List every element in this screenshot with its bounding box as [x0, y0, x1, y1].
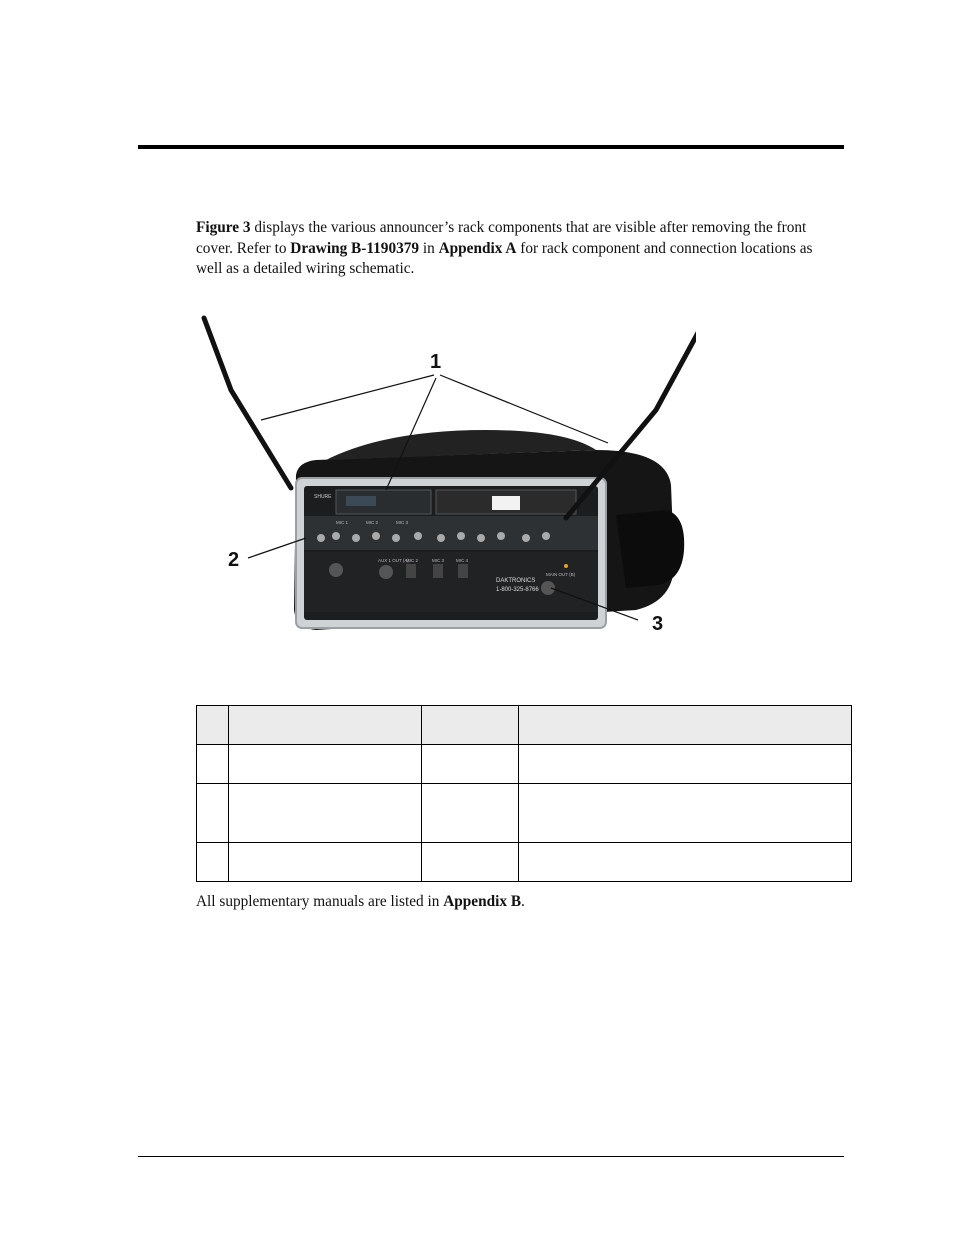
table-cell [229, 843, 422, 882]
left-antenna [204, 318, 291, 488]
mic1-label: MIC 1 [336, 520, 349, 525]
mic2-label: MIC 2 [366, 520, 379, 525]
table-cell [519, 706, 852, 745]
table-cell [422, 706, 519, 745]
main-out-label: MAIN OUT (B) [546, 572, 576, 577]
table-cell [229, 745, 422, 784]
figure-reference: Figure 3 [196, 219, 251, 236]
appendix-b-reference: Appendix B [443, 893, 522, 910]
qr-label [492, 496, 520, 510]
power-led [564, 564, 568, 568]
intro-paragraph [196, 218, 836, 280]
mic3-label: MIC 3 [396, 520, 409, 525]
receiver-display [346, 496, 376, 506]
table-cell [229, 706, 422, 745]
company-label: DAKTRONICS [496, 578, 536, 584]
table-cell [422, 784, 519, 843]
intro-text-3: for rack component and connection locations as well as a detailed wiring schematic. [196, 239, 813, 277]
table-header-row [197, 706, 852, 745]
components-table [196, 705, 852, 882]
aux-label: AUX 1 OUT (A) [378, 558, 409, 563]
note-text: All supplementary manuals are listed in [196, 893, 444, 910]
table-cell [197, 784, 229, 843]
table-cell [519, 784, 852, 843]
callout-2: 2 [228, 549, 240, 571]
table-cell [197, 745, 229, 784]
table-row [197, 784, 852, 843]
rack-figure [196, 310, 696, 650]
table-cell [519, 745, 852, 784]
brand-label: SHURE [314, 494, 332, 500]
table-cell [229, 784, 422, 843]
main-out-connector [541, 581, 555, 595]
table-cell [422, 843, 519, 882]
table-cell [197, 706, 229, 745]
callout-3: 3 [652, 613, 664, 635]
supplementary-note [196, 892, 836, 912]
table-cell [422, 745, 519, 784]
header-rule [138, 145, 844, 149]
mixer-panel [304, 516, 598, 550]
phone-label: 1-800-325-8766 [496, 587, 539, 593]
intro-text-2: in [419, 239, 439, 257]
mic-b3-label: MIC 4 [456, 558, 469, 563]
intro-text-1: displays the various announcer’s rack components that are visible after removing the front cover. Refer to [196, 219, 807, 257]
connector-panel [304, 552, 598, 612]
table-cell [519, 843, 852, 882]
drawing-reference: Drawing B-1190379 [290, 239, 420, 257]
table-row [197, 843, 852, 882]
mic-b1-label: MIC 2 [406, 558, 419, 563]
appendix-a-reference: Appendix A [438, 239, 517, 257]
note-end: . [521, 893, 525, 910]
table-row [197, 745, 852, 784]
table-cell [197, 843, 229, 882]
case-handle [616, 510, 684, 588]
callout-1: 1 [430, 351, 442, 373]
mic-b2-label: MIC 3 [432, 558, 445, 563]
footer-rule [138, 1156, 844, 1157]
